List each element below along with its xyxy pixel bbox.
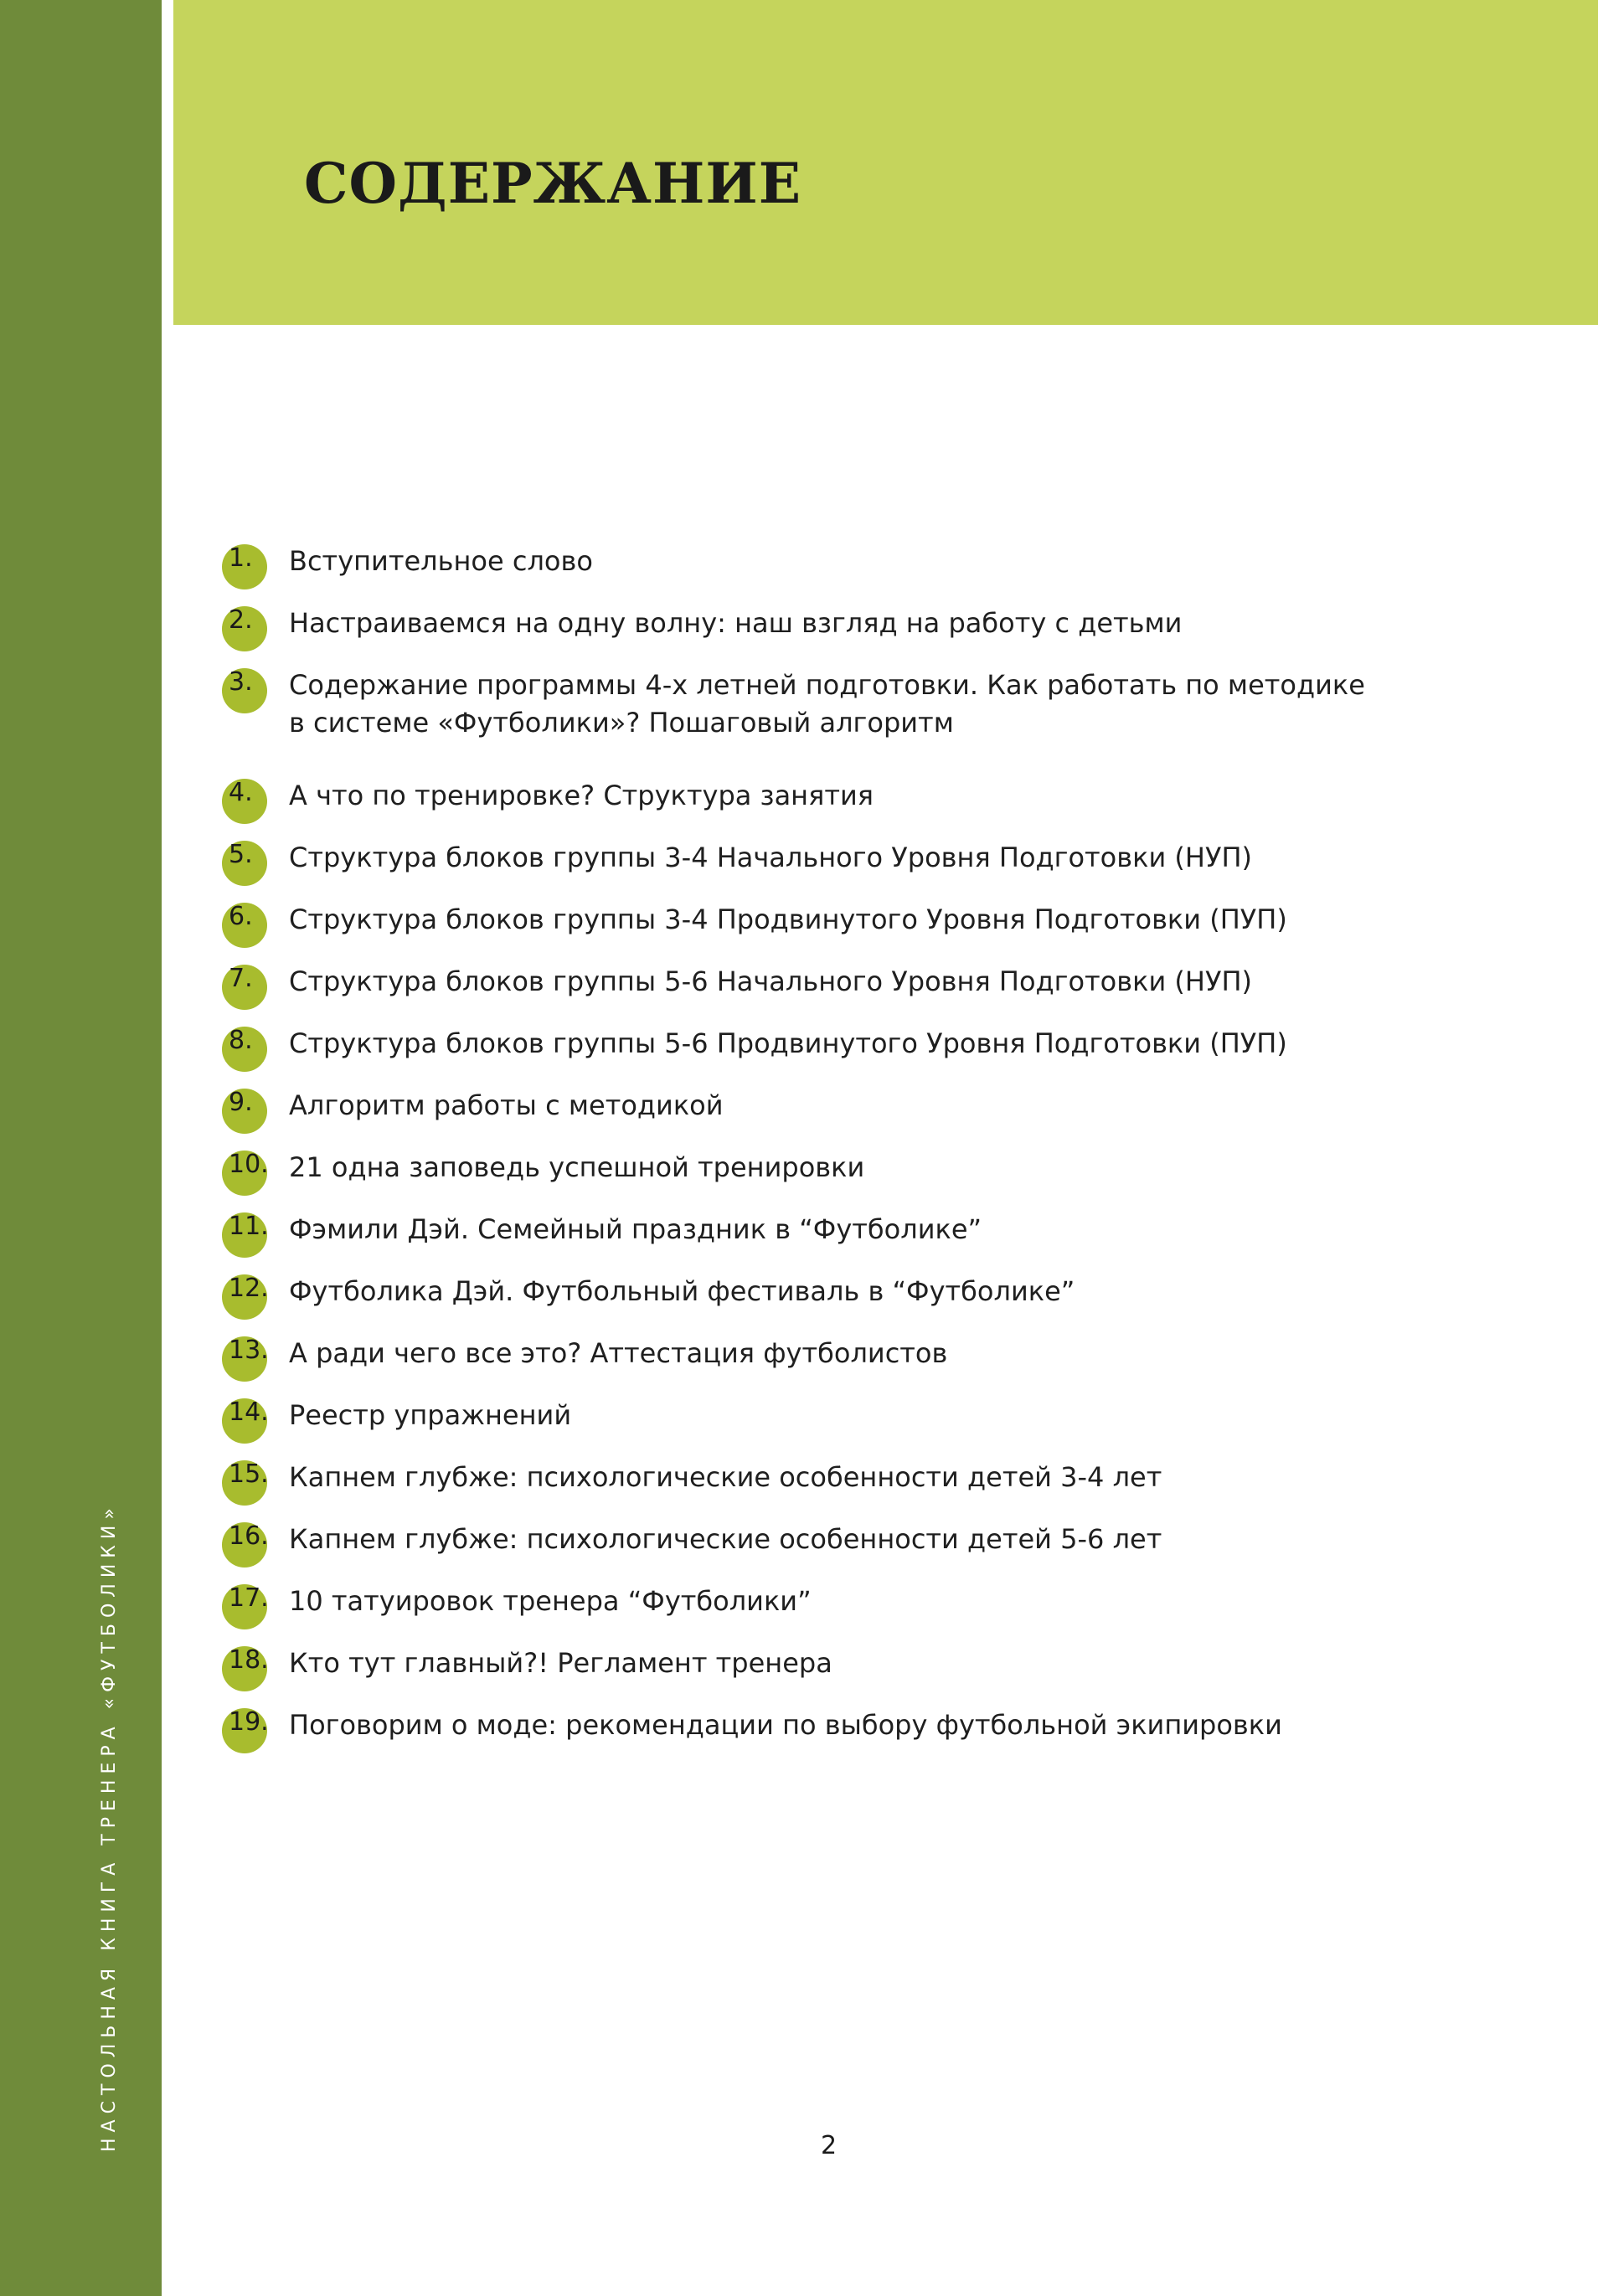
toc-item-label: Настраиваемся на одну волну: наш взгляд на работу с детьми: [289, 607, 1183, 639]
toc-item-label: Структура блоков группы 3-4 Продвинутого Уровня Подготовки (ПУП): [289, 903, 1287, 935]
toc-item-label: Капнем глубже: психологические особенности детей 3-4 лет: [289, 1461, 1162, 1493]
toc-item-number: 18.: [229, 1645, 269, 1675]
toc-item-number: 17.: [229, 1583, 269, 1613]
toc-item-label: 21 одна заповедь успешной тренировки: [289, 1151, 865, 1183]
toc-item-label: А что по тренировке? Структура занятия: [289, 780, 874, 811]
toc-item[interactable]: [222, 605, 1394, 642]
toc-item-number: 10.: [229, 1150, 269, 1179]
toc-item[interactable]: [222, 1149, 1394, 1187]
toc-item[interactable]: [222, 1583, 1394, 1620]
toc-item[interactable]: [222, 1707, 1394, 1744]
toc-item[interactable]: [222, 667, 1394, 742]
toc-item[interactable]: [222, 1025, 1394, 1063]
toc-item-label: Фэмили Дэй. Семейный праздник в “Футболике”: [289, 1213, 982, 1245]
toc-item-label: А ради чего все это? Аттестация футболистов: [289, 1337, 948, 1369]
toc-item[interactable]: [222, 1397, 1394, 1434]
toc-item-number: 6.: [229, 902, 253, 931]
toc-item-label: Структура блоков группы 5-6 Начального Уровня Подготовки (НУП): [289, 965, 1252, 997]
toc-item-number: 16.: [229, 1521, 269, 1551]
toc-item[interactable]: [222, 777, 1394, 815]
toc-item-number: 14.: [229, 1398, 269, 1427]
table-of-contents: [222, 543, 1394, 1768]
toc-item-number: 12.: [229, 1274, 269, 1303]
toc-item-number: 7.: [229, 964, 253, 993]
toc-item-number: 3.: [229, 667, 253, 697]
toc-item-label: Поговорим о моде: рекомендации по выбору футбольной экипировки: [289, 1709, 1282, 1741]
sidebar: [0, 0, 162, 2296]
toc-item[interactable]: [222, 901, 1394, 939]
toc-item-number: 13.: [229, 1336, 269, 1365]
toc-item-number: 19.: [229, 1707, 269, 1737]
toc-item-label: в системе «Футболики»? Пошаговый алгоритм: [289, 707, 954, 739]
page-number: 2: [821, 2131, 838, 2160]
toc-item[interactable]: [222, 1335, 1394, 1372]
toc-item-label: Реестр упражнений: [289, 1399, 572, 1431]
toc-item[interactable]: [222, 1645, 1394, 1682]
toc-item[interactable]: [222, 963, 1394, 1001]
toc-item-label: Структура блоков группы 5-6 Продвинутого Уровня Подготовки (ПУП): [289, 1027, 1287, 1059]
toc-item-label: Алгоритм работы с методикой: [289, 1089, 724, 1121]
toc-item-label: Вступительное слово: [289, 545, 593, 577]
toc-item[interactable]: [222, 1521, 1394, 1558]
toc-item-number: 1.: [229, 543, 253, 573]
toc-item-number: 8.: [229, 1026, 253, 1055]
toc-item[interactable]: [222, 1459, 1394, 1496]
toc-item-label: Футболика Дэй. Футбольный фестиваль в “Футболике”: [289, 1275, 1075, 1307]
toc-item-label: Кто тут главный?! Регламент тренера: [289, 1647, 832, 1679]
toc-item-number: 15.: [229, 1459, 269, 1489]
sidebar-book-title: НАСТОЛЬНАЯ КНИГА ТРЕНЕРА «ФУТБОЛИКИ»: [99, 1502, 120, 2152]
toc-item-number: 11.: [229, 1212, 269, 1241]
toc-item[interactable]: [222, 1087, 1394, 1125]
toc-item-number: 4.: [229, 778, 253, 807]
toc-item-number: 5.: [229, 840, 253, 869]
toc-item-label: Содержание программы 4-х летней подготовки. Как работать по методике: [289, 669, 1365, 701]
toc-item[interactable]: [222, 1273, 1394, 1310]
toc-item-label: Структура блоков группы 3-4 Начального Уровня Подготовки (НУП): [289, 842, 1252, 873]
toc-item-number: 2.: [229, 605, 253, 635]
toc-item[interactable]: [222, 543, 1394, 580]
toc-item[interactable]: [222, 839, 1394, 877]
toc-item[interactable]: [222, 1211, 1394, 1248]
toc-item-label: 10 татуировок тренера “Футболики”: [289, 1585, 812, 1617]
toc-item-number: 9.: [229, 1088, 253, 1117]
page-title: СОДЕРЖАНИЕ: [304, 151, 802, 216]
toc-item-label: Капнем глубже: психологические особенности детей 5-6 лет: [289, 1523, 1162, 1555]
